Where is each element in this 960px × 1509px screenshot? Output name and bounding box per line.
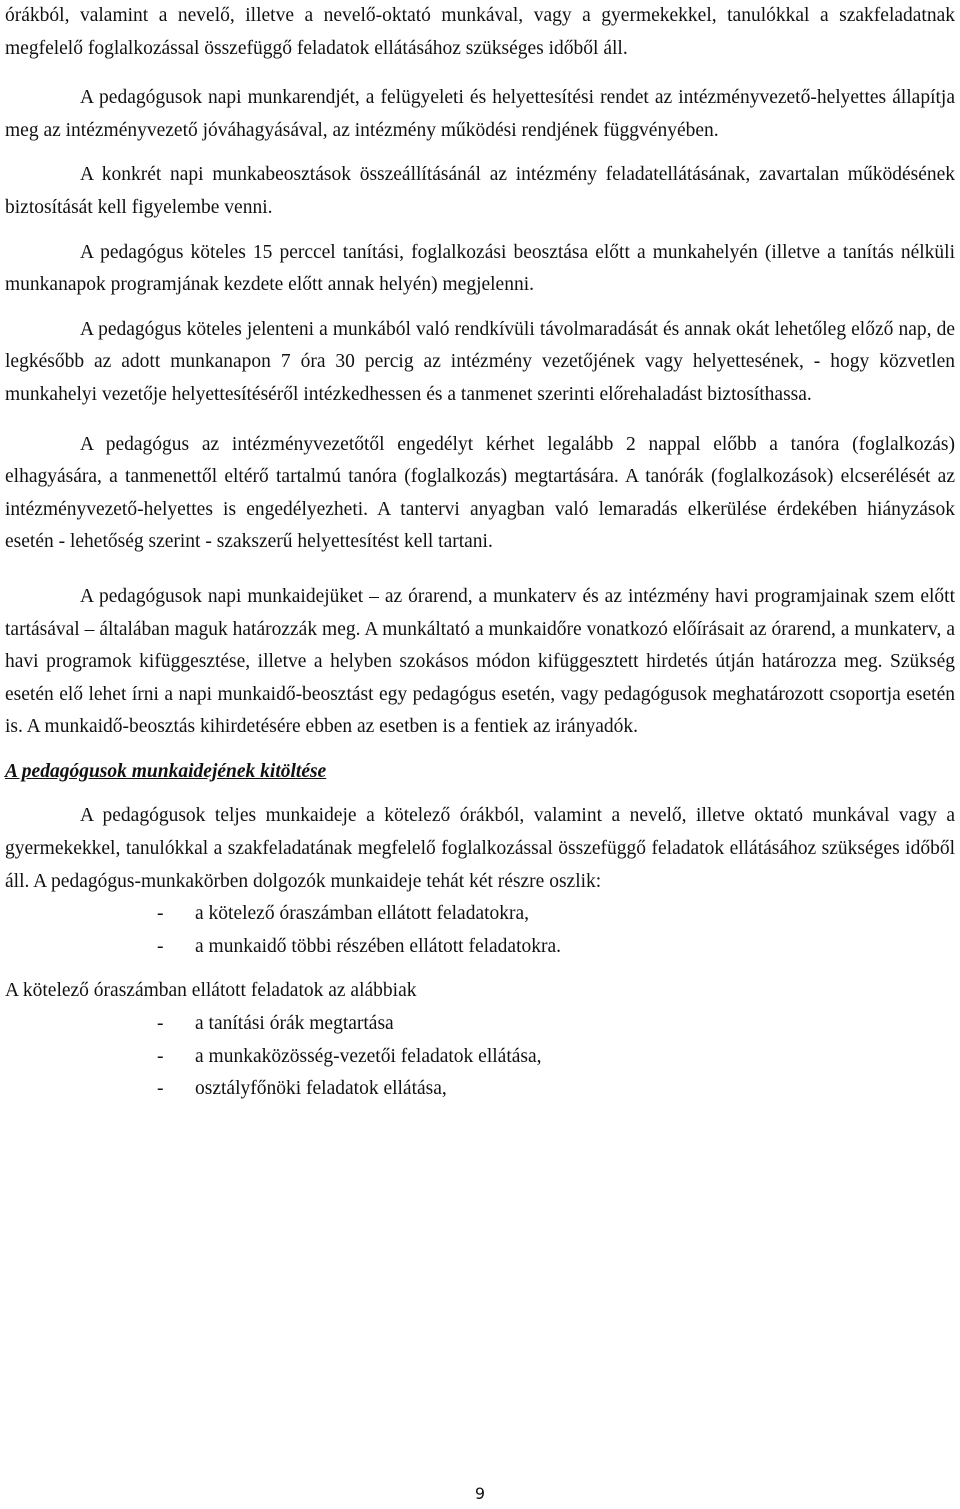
paragraph-mandatory-tasks: A kötelező óraszámban ellátott feladatok az alábbiak <box>5 980 417 1002</box>
paragraph-daily-assignment: A konkrét napi munkabeosztások összeállításánál az intézmény feladatellátásának, zavartalan működésének biztosítását kell figyelembe venni. <box>5 164 955 218</box>
section-heading: A pedagógusok munkaidejének kitöltése <box>5 760 327 782</box>
paragraph-working-hours: A pedagógusok napi munkaidejüket – az órarend, a munkaterv és az intézmény havi programjainak szem előtt tartásával – általában maguk határozzák meg. A munkáltató a munkaidőre vonatkozó előírásait az órarend, a munkaterv, a havi programok kifüggesztése, illetve a helyben szokásos módon kifüggesztett hirdetés útján határozza meg. Szükség esetén elő lehet írni a napi munkaidő-beosztást egy pedagógus esetén, vagy pedagógusok meghatározott csoportja esetén is. A munkaidő-beosztás kihirdetésére ebben az esetben is a fentiek az irányadók. <box>5 585 955 738</box>
list-item: - osztályfőnöki feladatok ellátása, <box>157 1073 955 1106</box>
paragraph-work-schedule: A pedagógusok napi munkarendjét, a felügyeleti és helyettesítési rendet az intézményvezető-helyettes állapítja meg az intézményvezető jóváhagyásával, az intézmény működési rendjének függvényében. <box>5 87 955 141</box>
bullet-list-mandatory-tasks <box>5 1008 955 1106</box>
paragraph-absence-report: A pedagógus köteles jelenteni a munkából való rendkívüli távolmaradását és annak okát lehetőleg előző nap, de legkésőbb az adott munkanapon 7 óra 30 percig az intézmény vezetőjének vagy helyettesének, - hogy közvetlen munkahelyi vezetője helyettesítéséről intézkedhessen és a tanmenet szerinti előrehaladást biztosíthassa. <box>5 318 955 405</box>
paragraph-permission: A pedagógus az intézményvezetőtől engedélyt kérhet legalább 2 nappal előbb a tanóra (foglalkozás) elhagyására, a tanmenettől eltérő tartalmú tanóra (foglalkozás) megtartására. A tanórák (foglalkozások) elcserélését az intézményvezető-helyettes is engedélyezheti. A tantervi anyagban való lemaradás elkerülése érdekében hiányzások esetén - lehetőség szerint - szakszerű helyettesítést kell tartani. <box>5 433 955 553</box>
paragraph-continuation: órákból, valamint a nevelő, illetve a nevelő-oktató munkával, vagy a gyermekekkel, tanulókkal a szakfeladatnak megfelelő foglalkozással összefüggő feladatok ellátásához szükséges időből áll. <box>5 5 955 59</box>
document-page <box>5 0 955 1106</box>
list-item: - a tanítási órák megtartása <box>157 1008 955 1041</box>
page-number: 9 <box>474 1484 486 1503</box>
list-item: - a kötelező óraszámban ellátott feladatokra, <box>157 898 955 931</box>
paragraph-full-working-time: A pedagógusok teljes munkaideje a kötelező órákból, valamint a nevelő, illetve oktató munkával vagy a gyermekekkel, tanulókkal a szakfeladatának megfelelő foglalkozással összefüggő feladatok ellátásához szükséges időből áll. A pedagógus-munkakörben dolgozók munkaideje tehát két részre oszlik: <box>5 805 955 892</box>
list-item: - a munkaidő többi részében ellátott feladatokra. <box>157 931 955 964</box>
list-item: - a munkaközösség-vezetői feladatok ellátása, <box>157 1041 955 1074</box>
bullet-list-work-parts <box>5 898 955 963</box>
paragraph-arrival-time: A pedagógus köteles 15 perccel tanítási, foglalkozási beosztása előtt a munkahelyén (illetve a tanítás nélküli munkanapok programjának kezdete előtt annak helyén) megjelenni. <box>5 241 955 296</box>
